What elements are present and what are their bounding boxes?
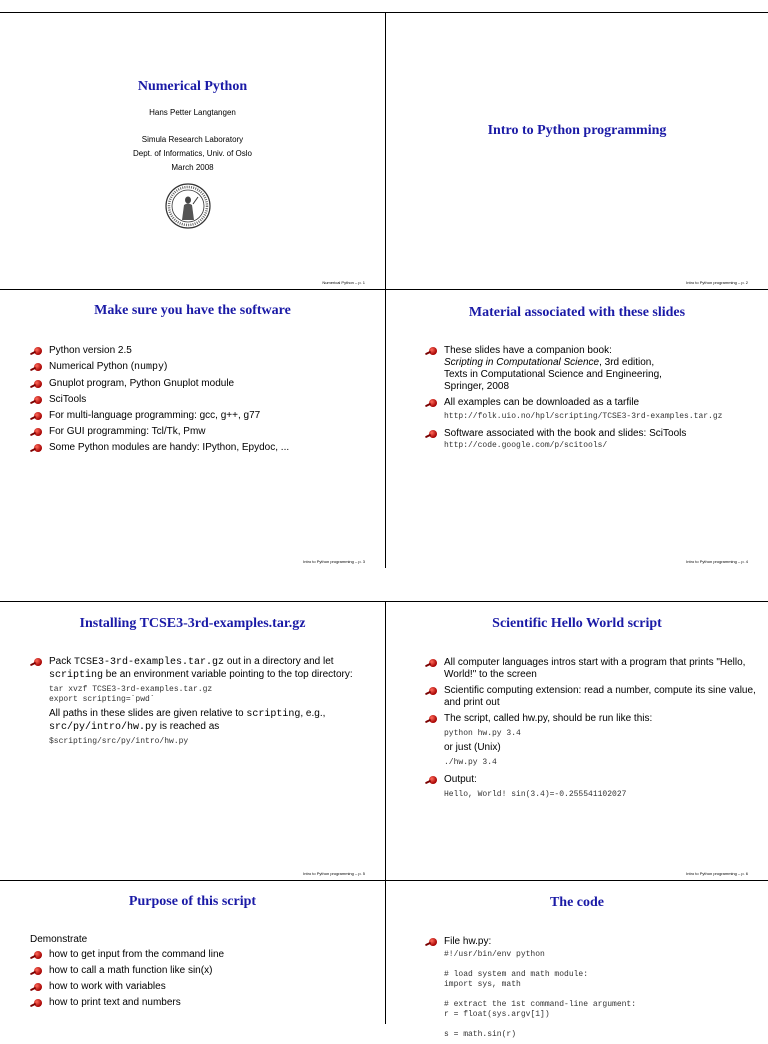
slide-title: Purpose of this script [128, 894, 257, 909]
list-item: These slides have a companion book: Scripting in Computational Science, 3rd edition, Texts in Computational Science and Engineering, Springer, 2008 [428, 345, 763, 393]
slide-7 [0, 880, 385, 1024]
slide-1 [0, 12, 385, 289]
list-item: For multi-language programming: gcc, g++, g77 [33, 410, 289, 422]
bullet-icon [34, 428, 42, 436]
list-item: how to print text and numbers [33, 997, 224, 1009]
code-block: python hw.py 3.4 [444, 729, 521, 738]
bullet-icon [429, 347, 437, 355]
bullet-list [33, 949, 224, 1013]
slide-title: Material associated with these slides [468, 305, 686, 320]
bullet-icon [429, 715, 437, 723]
list-item: how to call a math function like sin(x) [33, 965, 224, 977]
slide-8 [385, 880, 768, 1039]
slide-title: Make sure you have the software [94, 303, 291, 318]
slide-title: Installing TCSE3-3rd-examples.tar.gz [79, 616, 306, 631]
bullet-icon [34, 412, 42, 420]
slide-5 [0, 601, 385, 880]
bullet-icon [429, 776, 437, 784]
list-item: All computer languages intros start with a program that prints "Hello, World!" to the screen [428, 657, 758, 681]
author: Hans Petter Langtangen [149, 108, 236, 117]
university-seal-icon [165, 183, 211, 229]
bullet-icon [429, 938, 437, 946]
list-item: File hw.py: #!/usr/bin/env python # load system and math module: import sys, math # extract the 1st command-line argument: r = float(sys.argv[1]) s = math.sin(r) [428, 936, 758, 1040]
list-item: how to work with variables [33, 981, 224, 993]
slide-title: Scientific Hello World script [492, 616, 662, 631]
bullet-list [428, 657, 758, 804]
bullet-icon [429, 430, 437, 438]
list-item: Python version 2.5 [33, 345, 289, 357]
slide-footer: Intro to Python programming – p. 2 [686, 280, 748, 285]
bullet-icon [34, 999, 42, 1007]
list-item: Some Python modules are handy: IPython, Epydoc, ... [33, 442, 289, 454]
slide-2 [385, 12, 768, 289]
slide-footer: Intro to Python programming – p. 3 [303, 559, 365, 564]
list-item: For GUI programming: Tcl/Tk, Pmw [33, 426, 289, 438]
slide-footer: Intro to Python programming – p. 4 [686, 559, 748, 564]
bullet-icon [429, 399, 437, 407]
bullet-list [33, 345, 289, 458]
bullet-icon [34, 967, 42, 975]
bullet-icon [34, 363, 42, 371]
bullet-icon [34, 951, 42, 959]
bullet-icon [34, 380, 42, 388]
bullet-list [428, 345, 763, 455]
list-item: Software associated with the book and slides: SciTools http://code.google.com/p/scitools/ [428, 428, 763, 451]
slide-title: Intro to Python programming [487, 123, 667, 138]
list-item: Numerical Python (numpy) [33, 361, 289, 374]
bullet-list [428, 936, 758, 1044]
slide-4 [385, 289, 768, 568]
bullet-list [33, 656, 378, 751]
code-block: Hello, World! sin(3.4)=-0.255541102027 [444, 790, 627, 799]
department: Dept. of Informatics, Univ. of Oslo [132, 149, 252, 158]
code-block: ./hw.py 3.4 [444, 758, 497, 767]
bullet-icon [34, 658, 42, 666]
bullet-icon [34, 444, 42, 452]
bullet-icon [34, 396, 42, 404]
list-item: Output: Hello, World! sin(3.4)=-0.255541102027 [428, 774, 758, 800]
intro-text: Demonstrate [30, 934, 88, 945]
code-block: $scripting/src/py/intro/hw.py [49, 737, 189, 746]
slide-footer: Numerical Python – p. 1 [322, 280, 365, 285]
slide-footer: Intro to Python programming – p. 6 [686, 871, 748, 876]
list-item: All examples can be downloaded as a tarfile http://folk.uio.no/hpl/scripting/TCSE3-3rd-examples.tar.gz [428, 397, 763, 422]
bullet-icon [429, 659, 437, 667]
slide-footer: Intro to Python programming – p. 5 [303, 871, 365, 876]
code-block: tar xvzf TCSE3-3rd-examples.tar.gz export scripting=`pwd` [49, 685, 213, 704]
list-item: The script, called hw.py, should be run like this: python hw.py 3.4 or just (Unix) ./hw.py 3.4 [428, 713, 758, 768]
bullet-icon [429, 687, 437, 695]
organization: Simula Research Laboratory [141, 135, 244, 144]
code-block: http://folk.uio.no/hpl/scripting/TCSE3-3rd-examples.tar.gz [444, 412, 723, 421]
list-item: Gnuplot program, Python Gnuplot module [33, 378, 289, 390]
slide-title: The code [549, 895, 605, 910]
bullet-icon [34, 983, 42, 991]
date: March 2008 [171, 163, 214, 172]
slide-6 [385, 601, 768, 880]
list-item: Scientific computing extension: read a number, compute its sine value, and print out [428, 685, 758, 709]
code-block: #!/usr/bin/env python # load system and math module: import sys, math # extract the 1st command-line argument: r = float(sys.argv[1]) s = math.sin(r) [444, 950, 637, 1039]
list-item: Pack TCSE3-3rd-examples.tar.gz out in a directory and let scripting be an environment variable pointing to the top directory: tar xvzf TCSE3-3rd-examples.tar.gz export scripting=`pwd` All paths in these slides are given relative to scripting, e.g., src/py/intro/hw.py is reached as $scripting/src/py/intro/hw.py [33, 656, 378, 747]
slide-3 [0, 289, 385, 568]
list-item: SciTools [33, 394, 289, 406]
bullet-icon [34, 347, 42, 355]
slide-title: Numerical Python [137, 79, 248, 94]
code-block: http://code.google.com/p/scitools/ [444, 441, 608, 450]
list-item: how to get input from the command line [33, 949, 224, 961]
